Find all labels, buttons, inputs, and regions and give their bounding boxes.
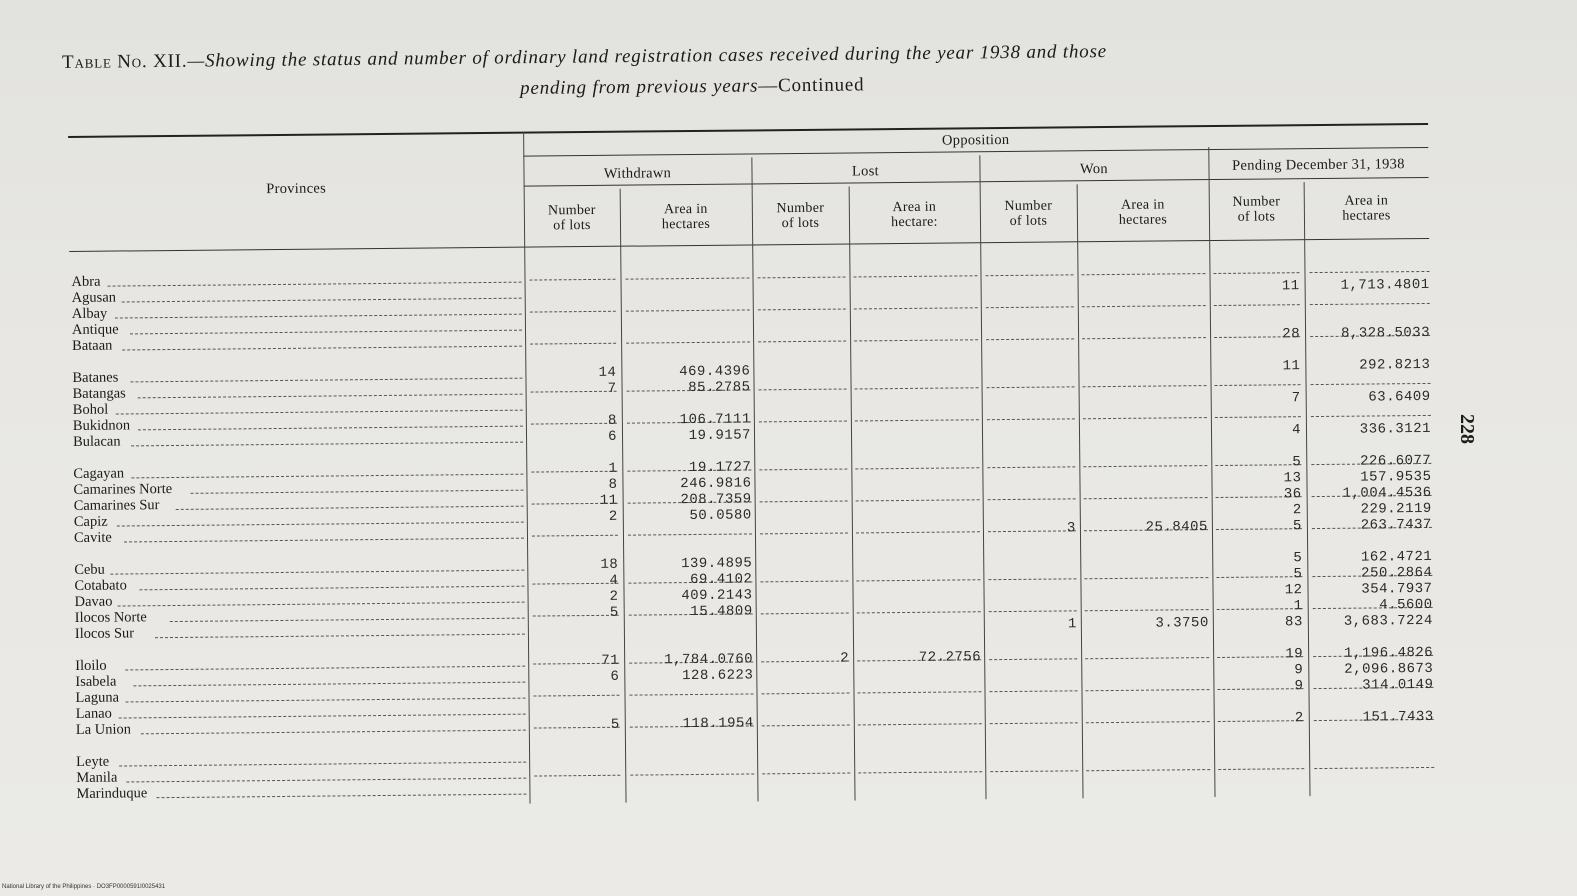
province-name: Camarines Sur [73, 497, 160, 514]
table-cell: 118.1954 [682, 715, 754, 733]
table-cell: 336.3121 [1359, 420, 1432, 438]
header-pending-lots: Number of lots [1232, 194, 1281, 225]
empty-cell-dashes [630, 693, 754, 695]
header-won: Won [1079, 161, 1109, 178]
table-cell: 6 [610, 668, 620, 685]
table-cell: 3,683.7224 [1343, 612, 1433, 630]
province-name: Laguna [75, 689, 120, 706]
table-cell: 2 [840, 650, 850, 667]
empty-cell-dashes [1084, 577, 1208, 579]
empty-cell-dashes [989, 658, 1077, 660]
table-cell: 5 [1292, 518, 1302, 535]
leader-dots [138, 426, 523, 431]
header-lost: Lost [851, 163, 880, 180]
header-provinces: Provinces [266, 180, 327, 198]
table-cell: 7 [1291, 390, 1301, 407]
province-name: Bohol [72, 401, 109, 418]
table-cell: 263.7437 [1360, 516, 1432, 534]
header-lost-area: Area in hectare: [891, 199, 938, 231]
empty-cell-dashes [530, 343, 616, 345]
table-cell: 354.7937 [1361, 580, 1433, 598]
table-cell: 3 [1066, 520, 1077, 537]
empty-cell-dashes [986, 306, 1074, 308]
table-cell: 139.4895 [680, 555, 753, 573]
table-cell: 5 [1293, 550, 1303, 567]
header-lost-lots: Number of lots [776, 200, 825, 232]
empty-cell-dashes [1082, 305, 1206, 307]
province-name: Camarines Norte [73, 481, 173, 498]
empty-cell-dashes [1215, 416, 1301, 418]
empty-cell-dashes [1311, 415, 1431, 417]
table-cell: 9 [1294, 662, 1304, 679]
empty-cell-dashes [1314, 767, 1434, 769]
table-cell: 5 [1293, 566, 1303, 583]
table-cell: 9 [1294, 678, 1304, 695]
table-cell: 63.6409 [1368, 388, 1431, 406]
header-withdrawn-area: Area in hectares [661, 201, 711, 233]
leader-dots [127, 778, 527, 783]
empty-cell-dashes [855, 467, 979, 469]
col-divider [979, 155, 986, 799]
header-pending: Pending December 31, 1938 [1232, 156, 1405, 174]
empty-cell-dashes [759, 469, 847, 471]
table-label: Table No. XII. [62, 50, 188, 73]
table-cell: 5 [609, 604, 619, 621]
empty-cell-dashes [626, 309, 750, 311]
province-name: Cagayan [73, 465, 125, 482]
table-cell: 19.9157 [688, 427, 752, 445]
table-cell: 85.2785 [688, 379, 751, 397]
empty-cell-dashes [760, 533, 848, 535]
leader-dots [170, 618, 525, 622]
province-name: Agusan [71, 289, 117, 306]
leader-dots [141, 730, 526, 735]
empty-cell-dashes [986, 338, 1074, 340]
table-cell: 226.6077 [1360, 452, 1432, 470]
empty-cell-dashes [1215, 384, 1301, 386]
empty-cell-dashes [857, 691, 981, 693]
empty-cell-dashes [1085, 609, 1209, 611]
leader-dots [130, 378, 522, 383]
empty-cell-dashes [856, 499, 980, 501]
province-name: Abra [71, 273, 101, 290]
empty-cell-dashes [530, 279, 616, 281]
empty-cell-dashes [987, 386, 1075, 388]
table-cell: 2 [1294, 710, 1304, 727]
empty-cell-dashes [762, 773, 850, 775]
empty-cell-dashes [758, 309, 846, 311]
header-bottom-rule [69, 238, 1429, 252]
leader-dots [117, 522, 524, 527]
province-name: Marinduque [76, 785, 148, 802]
table-caption-cont: pending from previous years [520, 75, 759, 99]
table-cell: 1 [1067, 616, 1077, 633]
table-cell: 1,784.0760 [664, 651, 754, 669]
table-cell: 4 [1292, 422, 1302, 439]
empty-cell-dashes [760, 581, 848, 583]
empty-cell-dashes [758, 341, 846, 343]
empty-cell-dashes [1310, 303, 1430, 305]
empty-cell-dashes [989, 610, 1077, 612]
table-cell: 469.4396 [679, 363, 751, 381]
table-cell: 1 [1293, 598, 1303, 615]
table-cell: 250.2864 [1361, 564, 1433, 582]
col-divider [1077, 184, 1084, 798]
province-name: Manila [76, 769, 118, 786]
leader-dots [110, 570, 524, 575]
table-cell: 19.1727 [688, 459, 752, 477]
empty-cell-dashes [988, 498, 1076, 500]
col-divider [751, 157, 758, 801]
province-name: Antique [71, 321, 119, 338]
table-cell: 8,328.5033 [1340, 324, 1431, 342]
empty-cell-dashes [856, 579, 980, 581]
leader-dots [133, 682, 525, 687]
table-cell: 5 [610, 716, 620, 733]
empty-cell-dashes [1081, 273, 1205, 275]
province-name: La Union [75, 721, 132, 738]
province-name: Bukidnon [72, 417, 131, 434]
empty-cell-dashes [1213, 272, 1299, 274]
empty-cell-dashes [1085, 689, 1209, 691]
table-cell: 1,713.4801 [1340, 276, 1430, 294]
province-name: Davao [74, 593, 113, 610]
table-cell: 11 [599, 492, 618, 509]
table-cell: 5 [1292, 454, 1302, 471]
empty-cell-dashes [858, 771, 982, 773]
col-divider [620, 189, 627, 803]
empty-cell-dashes [855, 387, 979, 389]
footer-credit: National Library of the Philippines · DO3FP0000591I0025431 [2, 884, 166, 890]
table-cell: 25.8405 [1145, 519, 1208, 536]
empty-cell-dashes [1214, 304, 1300, 306]
province-name: Cebu [74, 561, 105, 578]
empty-cell-dashes [762, 725, 850, 727]
leader-dots [118, 602, 525, 607]
province-name: Batangas [72, 385, 126, 402]
leader-dots [176, 506, 524, 510]
leader-dots [131, 442, 523, 447]
table-cell: 2 [1292, 502, 1302, 519]
table-cell: 8 [607, 412, 617, 429]
empty-cell-dashes [534, 695, 620, 697]
empty-cell-dashes [1083, 417, 1207, 419]
table-cell: 11 [1282, 358, 1301, 375]
header-withdrawn-lots: Number of lots [547, 202, 596, 234]
table-cell: 7 [607, 380, 617, 397]
table-cell: 128.6223 [682, 667, 754, 685]
province-name: Iloilo [75, 657, 107, 674]
table-cell: 28 [1282, 326, 1301, 343]
table-title-line1 [62, 37, 1462, 74]
table-cell: 208.7359 [680, 491, 752, 509]
col-divider [1304, 182, 1311, 796]
table-cell: 3.3750 [1155, 615, 1209, 632]
empty-cell-dashes [1083, 465, 1207, 467]
table-cell: 36 [1283, 486, 1302, 503]
empty-cell-dashes [759, 389, 847, 391]
table-cell: 162.4721 [1360, 548, 1433, 566]
table-cell: 2 [609, 588, 619, 605]
empty-cell-dashes [853, 275, 977, 277]
table-cell: 19 [1285, 646, 1304, 663]
empty-cell-dashes [530, 311, 616, 313]
leader-dots [115, 314, 522, 319]
empty-cell-dashes [760, 501, 848, 503]
empty-cell-dashes [628, 533, 752, 535]
table-cell: 4.5600 [1379, 596, 1433, 614]
header-pending-area: Area in hectares [1342, 193, 1391, 224]
table-cell: 4 [609, 572, 619, 589]
leader-dots [119, 762, 526, 767]
province-name: Ilocos Sur [74, 625, 135, 642]
table-cell: 1 [608, 460, 618, 477]
table-title-line2 [520, 73, 980, 100]
empty-cell-dashes [1218, 768, 1304, 770]
empty-cell-dashes [858, 723, 982, 725]
continued-label: —Continued [758, 74, 865, 97]
leader-dots [119, 714, 526, 719]
empty-cell-dashes [1086, 769, 1210, 771]
province-name: Lanao [75, 705, 112, 722]
table-cell: 1,004.4536 [1342, 484, 1432, 502]
empty-cell-dashes [532, 535, 618, 537]
leader-dots [123, 346, 523, 351]
empty-cell-dashes [988, 578, 1076, 580]
empty-cell-dashes [626, 277, 750, 279]
province-name: Batanes [72, 369, 119, 386]
table-cell: 229.2119 [1360, 500, 1432, 518]
header-won-lots: Number of lots [1004, 198, 1053, 229]
empty-cell-dashes [759, 421, 847, 423]
table-cell: 151.7433 [1362, 708, 1434, 726]
table-cell: 6 [608, 428, 618, 445]
table-cell: 71 [601, 652, 620, 669]
table-cell: 12 [1284, 582, 1303, 599]
leader-dots [131, 474, 523, 479]
empty-cell-dashes [985, 274, 1073, 276]
empty-cell-dashes [630, 773, 754, 775]
empty-cell-dashes [989, 690, 1077, 692]
empty-cell-dashes [1311, 383, 1431, 385]
table-cell: 157.9535 [1360, 468, 1432, 486]
province-name: Albay [71, 305, 108, 322]
empty-cell-dashes [1309, 271, 1429, 273]
empty-cell-dashes [987, 466, 1075, 468]
province-name: Cavite [73, 529, 112, 546]
table-cell: 15.4809 [690, 603, 753, 621]
leader-dots [126, 666, 526, 671]
province-name: Bulacan [72, 433, 121, 450]
table-cell: 292.8213 [1359, 356, 1431, 374]
table-cell: 72.2756 [918, 649, 982, 666]
table-cell: 50.0580 [689, 507, 752, 525]
table-cell: 409.2143 [681, 587, 753, 605]
table-cell: 1,196.4826 [1344, 644, 1434, 662]
empty-cell-dashes [1083, 385, 1207, 387]
empty-cell-dashes [1086, 721, 1210, 723]
table-cell: 14 [598, 364, 617, 381]
table-cell: 2,096.8673 [1344, 660, 1434, 678]
leader-dots [122, 298, 522, 303]
table-cell: 18 [600, 556, 619, 573]
table-cell: 8 [608, 476, 618, 493]
empty-cell-dashes [1082, 337, 1206, 339]
leader-dots [126, 698, 526, 703]
table-cell: 2 [608, 508, 618, 525]
leader-dots [140, 586, 525, 591]
page-number: 228 [1456, 414, 1478, 444]
table-cell: 246.9816 [680, 475, 752, 493]
col-divider [849, 186, 856, 800]
empty-cell-dashes [857, 611, 981, 613]
empty-cell-dashes [854, 307, 978, 309]
empty-cell-dashes [758, 277, 846, 279]
table-cell: 11 [1281, 278, 1300, 295]
leader-dots [130, 330, 522, 335]
province-name: Ilocos Norte [74, 609, 147, 626]
leader-dots [116, 410, 523, 415]
leader-dots [124, 538, 524, 543]
province-name: Cotabato [74, 577, 127, 594]
header-opposition: Opposition [941, 131, 1010, 149]
province-name: Capiz [73, 513, 108, 530]
province-name: Leyte [76, 753, 110, 770]
table-cell: 13 [1283, 470, 1302, 487]
table-cell: 314.0149 [1362, 676, 1434, 694]
header-won-area: Area in hectares [1118, 197, 1168, 228]
empty-cell-dashes [626, 341, 750, 343]
province-name: Bataan [72, 337, 113, 354]
empty-cell-dashes [534, 775, 620, 777]
empty-cell-dashes [1085, 657, 1209, 659]
table-caption: —Showing the status and number of ordinary land registration cases received during the year 1938 and those [187, 41, 1108, 72]
empty-cell-dashes [854, 339, 978, 341]
table-cell: 69.4102 [690, 571, 753, 589]
leader-dots [191, 490, 524, 494]
empty-cell-dashes [990, 770, 1078, 772]
empty-cell-dashes [855, 419, 979, 421]
province-name: Isabela [75, 673, 117, 690]
leader-dots [107, 282, 521, 287]
table-cell: 83 [1284, 614, 1303, 631]
empty-cell-dashes [990, 722, 1078, 724]
table-cell: 106.7111 [679, 411, 751, 429]
leader-dots [156, 794, 526, 799]
header-withdrawn: Withdrawn [603, 165, 672, 182]
empty-cell-dashes [761, 613, 849, 615]
land-registration-table [68, 111, 1460, 824]
empty-cell-dashes [1084, 497, 1208, 499]
leader-dots [155, 634, 525, 639]
empty-cell-dashes [856, 531, 980, 533]
empty-cell-dashes [987, 418, 1075, 420]
empty-cell-dashes [761, 693, 849, 695]
leader-dots [138, 394, 523, 399]
